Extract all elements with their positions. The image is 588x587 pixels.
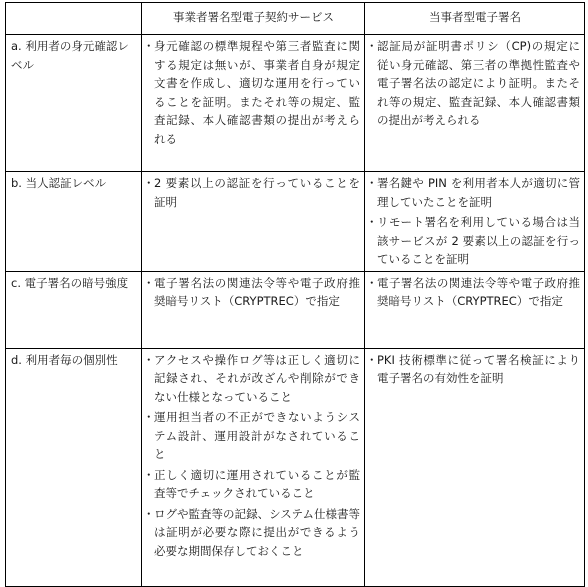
list-item: ・ 運用担当者の不正ができないようシステム設計、運用設計がなされていること — [147, 408, 360, 464]
list-item: ・ 身元確認の標準規程や第三者監査に関する規定は無いが、事業者自身が規定文書を作成し、適切な運用を行っていることを証明。またそれ等の規定、監査記録、本人確認書類の提出が考えられる — [147, 37, 360, 148]
provider-cell — [142, 172, 365, 272]
header-party-signature: 当事者型電子署名 — [365, 3, 585, 35]
party-cell — [365, 35, 585, 172]
party-cell — [365, 172, 585, 272]
table-row — [6, 35, 585, 172]
table-row — [6, 271, 585, 348]
party-cell — [365, 271, 585, 348]
table-row — [6, 172, 585, 272]
row-label: a. 利用者の身元確認レベル — [6, 35, 142, 172]
list-item: ・ 2 要素以上の認証を行っていることを証明 — [147, 174, 360, 211]
list-item: ・ 認証局が証明書ポリシ（CP)の規定に従い身元確認、第三者の準拠性監査や電子署名法の認定により証明。またそれ等の規定、監査記録、本人確認書類の提出が考えられる — [370, 37, 580, 130]
list-item: ・ 電子署名法の関連法令等や電子政府推奨暗号リスト（CRYPTREC）で指定 — [147, 274, 360, 311]
list-item: ・ PKI 技術標準に従って署名検証により電子署名の有効性を証明 — [370, 351, 580, 388]
header-corner — [6, 3, 142, 35]
header-provider-signature: 事業者署名型電子契約サービス — [142, 3, 365, 35]
table-row — [6, 348, 585, 586]
list-item: ・ 電子署名法の関連法令等や電子政府推奨暗号リスト（CRYPTREC）で指定 — [370, 274, 580, 311]
row-label: b. 当人認証レベル — [6, 172, 142, 272]
list-item: ・ リモート署名を利用している場合は当該サービスが 2 要素以上の認証を行っていることを証明 — [370, 213, 580, 269]
provider-cell — [142, 348, 365, 586]
list-item: ・ ログや監査等の記録、システム仕様書等は証明が必要な際に提出ができるよう必要な期間保存しておくこと — [147, 505, 360, 561]
list-item: ・ アクセスや操作ログ等は正しく適切に記録され、それが改ざんや削除ができない仕様となっていること — [147, 351, 360, 407]
list-item: ・ 署名鍵や PIN を利用者本人が適切に管理していたことを証明 — [370, 174, 580, 211]
provider-cell — [142, 271, 365, 348]
header-row — [6, 3, 585, 35]
comparison-table — [5, 2, 585, 587]
party-cell — [365, 348, 585, 586]
provider-cell — [142, 35, 365, 172]
list-item: ・ 正しく適切に運用されていることが監査等でチェックされていること — [147, 466, 360, 503]
row-label: c. 電子署名の暗号強度 — [6, 271, 142, 348]
row-label: d. 利用者毎の個別性 — [6, 348, 142, 586]
